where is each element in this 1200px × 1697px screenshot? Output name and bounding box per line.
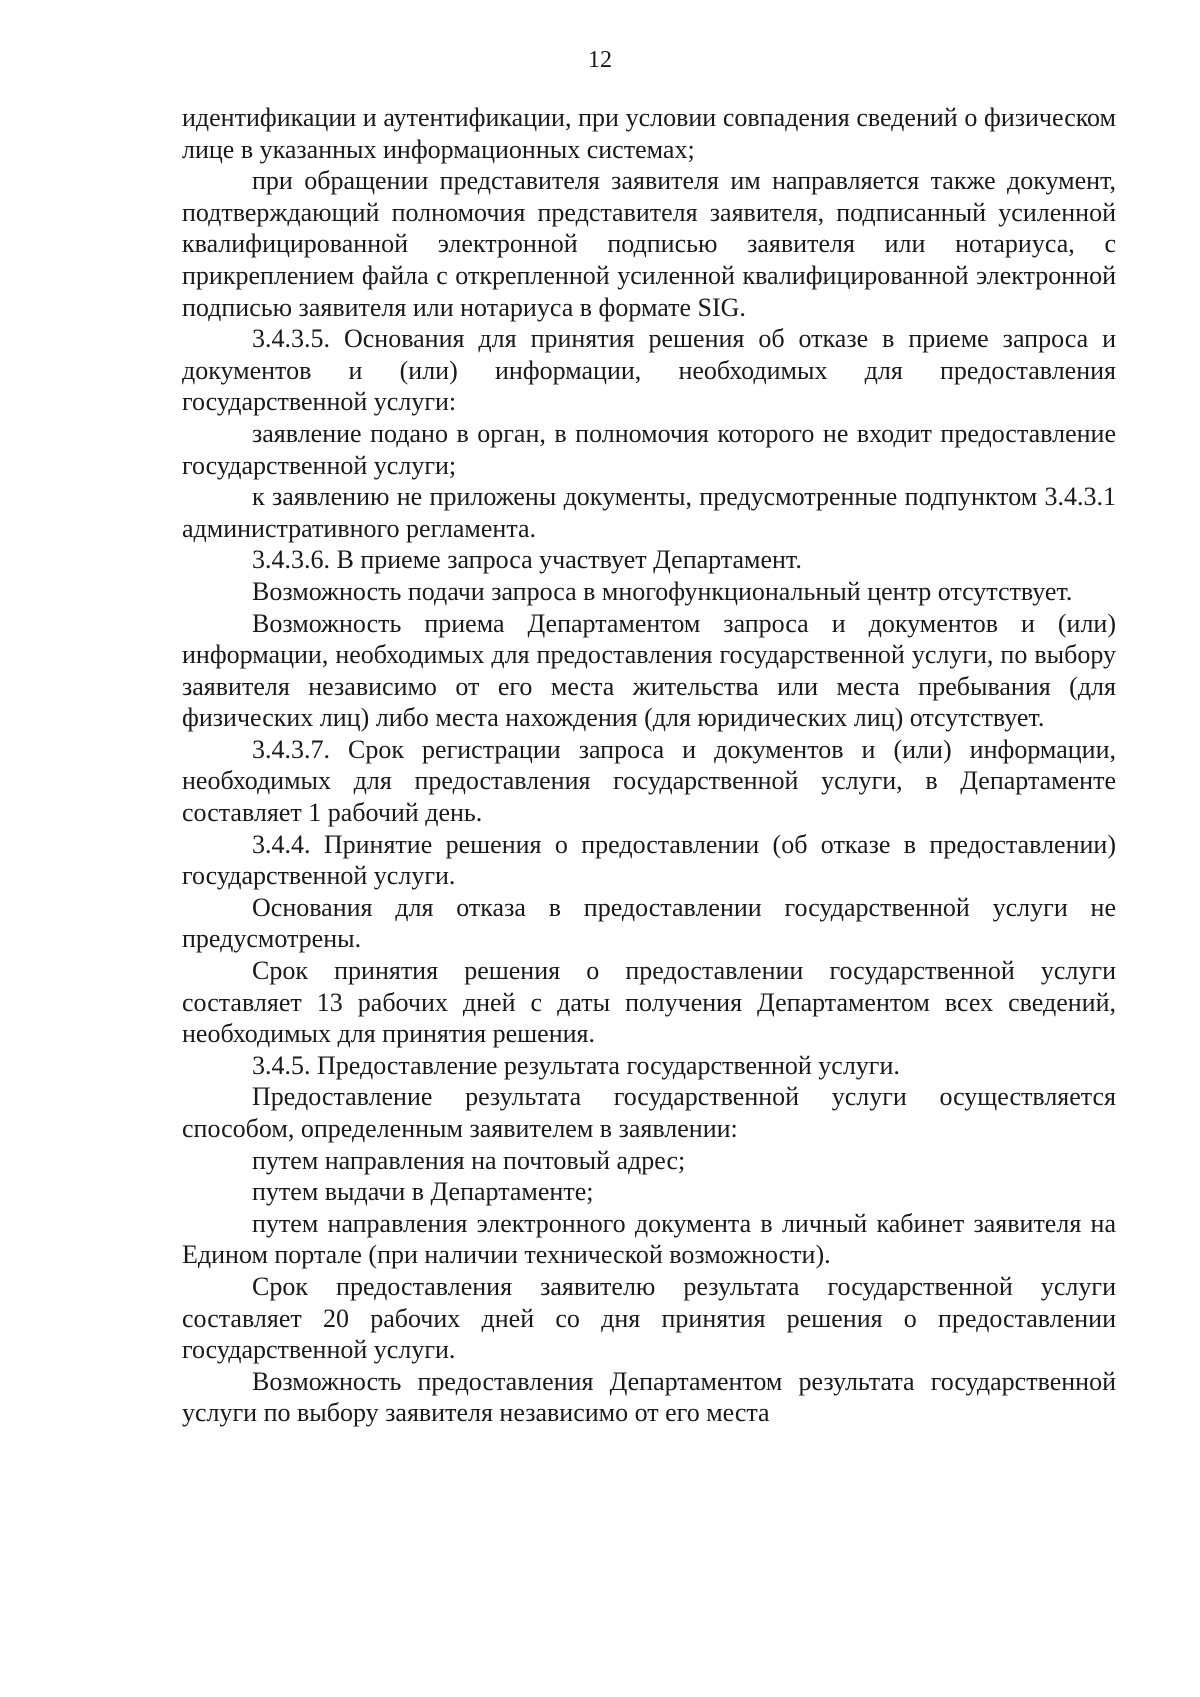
- paragraph: идентификации и аутентификации, при условии совпадения сведений о физическом лице в указанных информационных системах;: [182, 103, 1116, 164]
- paragraph: при обращении представителя заявителя им направляется также документ, подтверждающий полномочия представителя заявителя, подписанный усиленной квалифицированной электронной подписью заявителя или нотариуса, с прикреплением файла с открепленной усиленной квалифицированной электронной подписью заявителя или нотариуса в формате SIG.: [182, 166, 1116, 322]
- paragraph: Возможность подачи запроса в многофункциональный центр отсутствует.: [252, 576, 1073, 606]
- paragraph: Возможность предоставления Департаментом результата государственной услуги по выбору заявителя независимо от его места: [182, 1366, 1116, 1428]
- document-body: [182, 102, 1116, 1429]
- paragraph: 3.4.5. Предоставление результата государственной услуги.: [252, 1050, 900, 1080]
- paragraph: 3.4.4. Принятие решения о предоставлении (об отказе в предоставлении) государственной услуги.: [182, 829, 1116, 891]
- paragraph: путем направления на почтовый адрес;: [252, 1145, 686, 1175]
- paragraph: 3.4.3.6. В приеме запроса участвует Департамент.: [252, 545, 802, 575]
- paragraph: Срок принятия решения о предоставлении государственной услуги составляет 13 рабочих дней с даты получения Департаментом всех сведений, необходимых для принятия решения.: [182, 956, 1116, 1049]
- paragraph: Срок предоставления заявителю результата государственной услуги составляет 20 рабочих дней со дня принятия решения о предоставлении государственной услуги.: [182, 1271, 1116, 1365]
- paragraph: 3.4.3.7. Срок регистрации запроса и документов и (или) информации, необходимых для предоставления государственной услуги, в Департаменте составляет 1 рабочий день.: [182, 734, 1116, 828]
- page-number: 12: [588, 47, 612, 73]
- paragraph: Основания для отказа в предоставлении государственной услуги не предусмотрены.: [182, 892, 1116, 954]
- paragraph: путем направления электронного документа в личный кабинет заявителя на Едином портале (при наличии технической возможности).: [182, 1208, 1116, 1270]
- paragraph: Предоставление результата государственной услуги осуществляется способом, определенным заявителем в заявлении:: [182, 1082, 1116, 1143]
- paragraph: к заявлению не приложены документы, предусмотренные подпунктом 3.4.3.1 административного регламента.: [182, 482, 1116, 543]
- paragraph: путем выдачи в Департаменте;: [252, 1177, 594, 1207]
- paragraph: 3.4.3.5. Основания для принятия решения об отказе в приеме запроса и документов и (или) информации, необходимых для предоставления государственной услуги:: [182, 324, 1116, 417]
- paragraph: Возможность приема Департаментом запроса и документов и (или) информации, необходимых для предоставления государственной услуги, по выбору заявителя независимо от его места жительства или места пребывания (для физических лиц) либо места нахождения (для юридических лиц) отсутствует.: [182, 608, 1116, 733]
- paragraph: заявление подано в орган, в полномочия которого не входит предоставление государственной услуги;: [182, 418, 1116, 480]
